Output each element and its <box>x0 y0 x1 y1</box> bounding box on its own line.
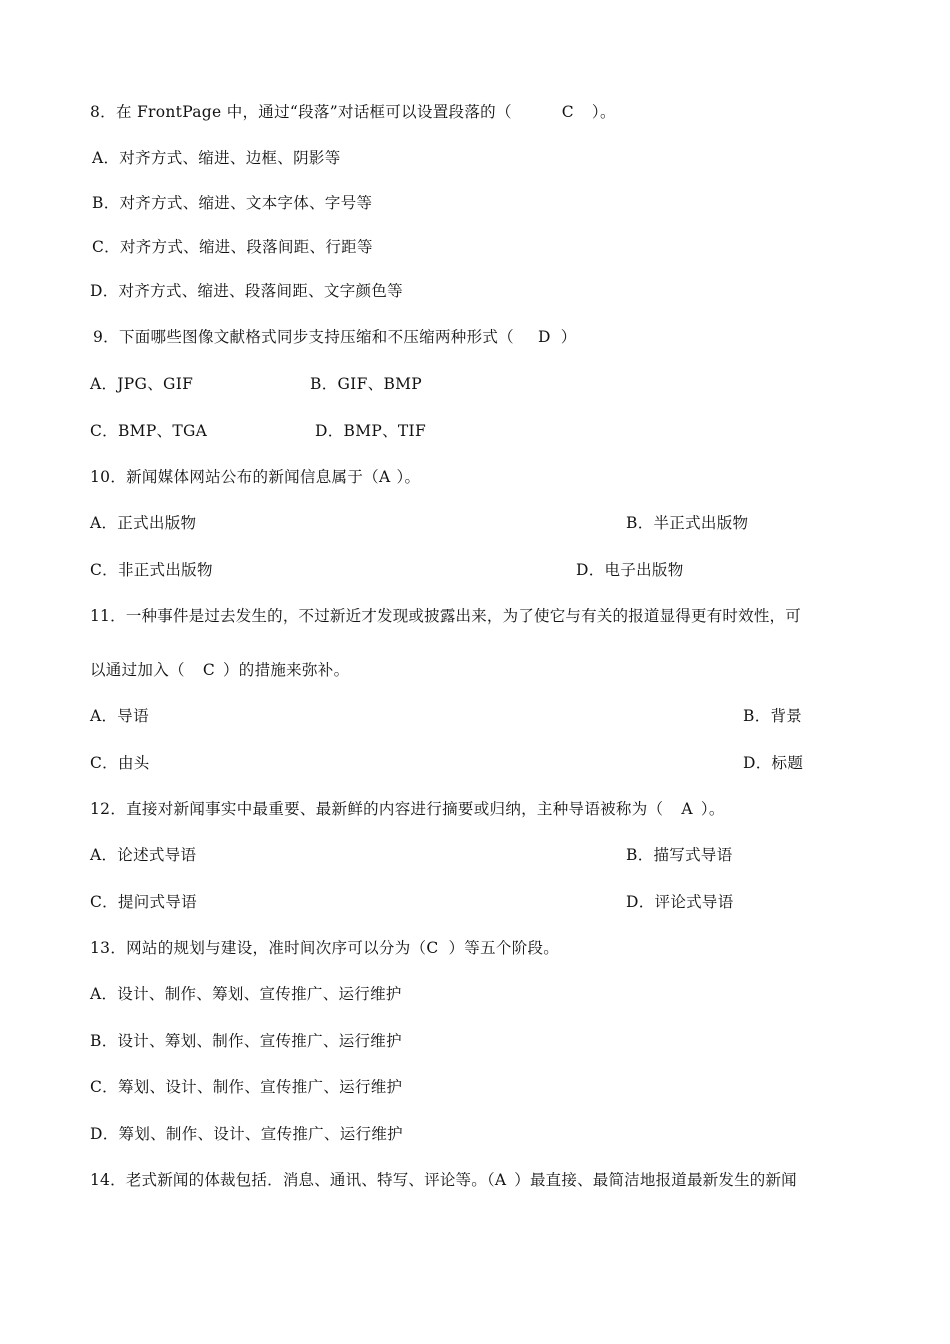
question-stem-text: 9．下面哪些图像文献格式同步支持压缩和不压缩两种形式（ <box>93 328 514 346</box>
question-stem-text: 8．在 FrontPage 中，通过“段落”对话框可以设置段落的（ <box>90 103 512 121</box>
option-b: B．描写式导语 <box>626 846 733 864</box>
question-stem-text: ）。 <box>396 468 421 486</box>
question-12-stem <box>90 799 725 819</box>
option-a: A．JPG、GIF <box>90 375 194 393</box>
question-9-stem <box>93 327 577 347</box>
option-a: A．正式出版物 <box>90 514 197 532</box>
question-stem-text: ）。 <box>591 103 616 121</box>
option-c: C．由头 <box>90 754 150 772</box>
answer-letter: C <box>202 661 215 679</box>
question-stem-text: ） <box>560 328 577 346</box>
option-b: B．背景 <box>743 707 803 725</box>
question-stem-text: 12．直接对新闻事实中最重要、最新鲜的内容进行摘要或归纳，主种导语被称为（ <box>90 800 664 818</box>
question-stem-text: ）最直接、最简洁地报道最新发生的新闻 <box>514 1171 797 1189</box>
option-a: A．导语 <box>90 707 149 725</box>
answer-letter: A <box>681 800 693 818</box>
option-b: B．GIF、BMP <box>310 375 423 393</box>
option-b: B．半正式出版物 <box>626 514 749 532</box>
option-d: D．标题 <box>743 754 804 772</box>
option-b: B．设计、筹划、制作、宣传推广、运行维护 <box>90 1032 402 1050</box>
option-a: A．对齐方式、缩进、边框、阴影等 <box>92 149 341 167</box>
option-c: C．BMP、TGA <box>90 422 208 440</box>
question-stem-text: ）。 <box>700 800 725 818</box>
answer-letter: C <box>561 103 574 121</box>
question-stem-text: 14．老式新闻的体裁包括．消息、通讯、特写、评论等。（ <box>90 1171 495 1189</box>
answer-letter: A <box>494 1171 507 1189</box>
question-14-stem <box>90 1170 797 1190</box>
question-stem-text: 10．新闻媒体网站公布的新闻信息属于（ <box>90 468 379 486</box>
option-c: C．筹划、设计、制作、宣传推广、运行维护 <box>90 1078 403 1096</box>
option-d: D．电子出版物 <box>576 561 684 579</box>
question-11-stem-line-2 <box>90 660 349 680</box>
option-d: D．筹划、制作、设计、宣传推广、运行维护 <box>90 1125 403 1143</box>
question-11-stem-line-1: 11．一种事件是过去发生的，不过新近才发现或披露出来，为了使它与有关的报道显得更有时效性，可 <box>90 607 801 625</box>
question-stem-text: 13．网站的规划与建设，准时间次序可以分为（ <box>90 939 427 957</box>
option-d: D．评论式导语 <box>626 893 734 911</box>
question-stem-text: ）的措施来弥补。 <box>222 661 350 679</box>
option-a: A．设计、制作、筹划、宣传推广、运行维护 <box>90 985 402 1003</box>
option-c: C．非正式出版物 <box>90 561 213 579</box>
question-10-stem <box>90 467 420 487</box>
option-b: B．对齐方式、缩进、文本字体、字号等 <box>92 194 373 212</box>
question-stem-text: ）等五个阶段。 <box>448 939 560 957</box>
answer-letter: C <box>426 939 439 957</box>
option-c: C．对齐方式、缩进、段落间距、行距等 <box>92 238 373 256</box>
question-stem-text: 以通过加入（ <box>90 661 185 679</box>
question-13-stem <box>90 938 559 958</box>
answer-letter: A <box>378 468 391 486</box>
question-8-stem <box>90 102 616 122</box>
option-a: A．论述式导语 <box>90 846 197 864</box>
option-d: D．对齐方式、缩进、段落间距、文字颜色等 <box>90 282 403 300</box>
option-c: C．提问式导语 <box>90 893 197 911</box>
answer-letter: D <box>537 328 551 346</box>
option-d: D．BMP、TIF <box>315 422 427 440</box>
